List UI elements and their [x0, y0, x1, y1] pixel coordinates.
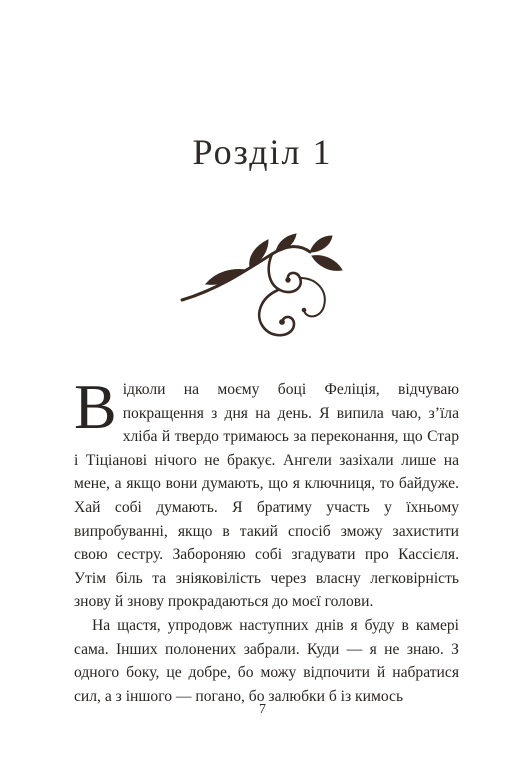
page-number: 7 [259, 702, 266, 717]
floral-flourish-icon [176, 232, 346, 344]
drop-cap: В [74, 371, 117, 442]
paragraph-1 [74, 371, 459, 614]
paragraph-1-text: ідколи на моєму боці Феліція, відчуваю покращення з дня на день. Я випила чаю, з’їла хліба й твердо тримаюсь за переконання, що Стар і Тіціанові нічого не бракує. Ангели зазіхали лише на мене, а якщо вони думають, що я ключниця, то байдуже. Хай собі думають. Я братиму участь у їхньому випробуванні, якщо в такий спосіб зможу захистити свою сестру. Забороняю собі згадувати про Кассієля. Утім біль та зніяковілість через власну легковірність знову й знову прокрадаються до моєї голови. [74, 381, 459, 611]
body-text [74, 371, 459, 708]
chapter-title: Розділ 1 [192, 132, 333, 172]
paragraph-2: На щастя, упродовж наступних днів я буду в камері сама. Інших полонених забрали. Куди — я не знаю. З одного боку, це добре, бо можу відпочити й набратися сил, а з іншого — погано, бо залюбки б із кимось [74, 616, 459, 705]
